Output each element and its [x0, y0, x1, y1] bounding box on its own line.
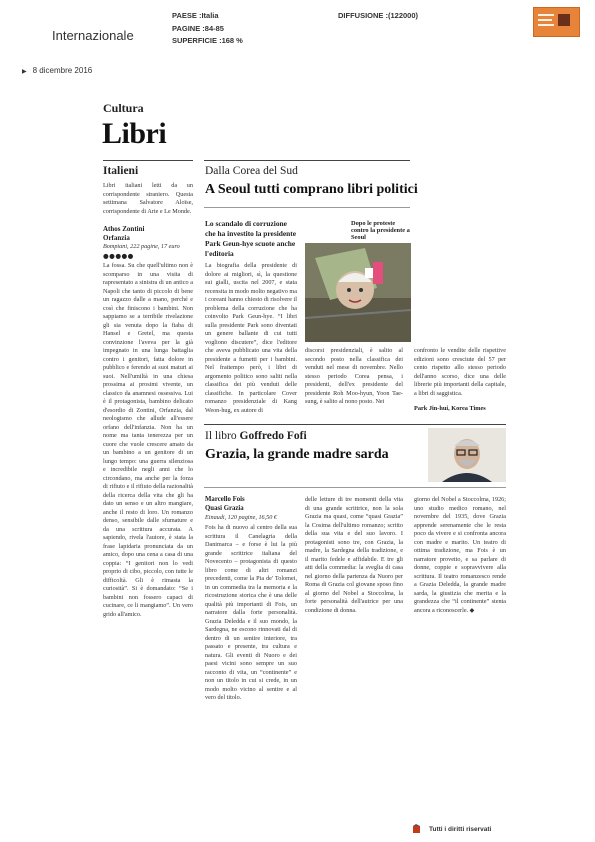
- fofi-book-author: Marcello Fois: [205, 496, 245, 503]
- rights-notice: Tutti i diritti riservati: [429, 826, 492, 833]
- fofi-col1: Fois ha di nuovo al centro della sua scrittura il Canelagria della Danimarca – e forse è lui la più grande scrittrice italiana del Novecento – protagonista di questo libro come di altri romanzi precedenti, come la Pia de' Tolomei, in un commedia tra la memoria e la ricostruzione storica che è una delle qualità più importanti di Fois, un narratore dalla forte personalità. Grazia Deledda e il suo mondo, la Sardegna, ne escono rinnovati dal di dentro di un sentire interiore, tra passato e presente, tra cultura e natura. Gli eventi di Nuoro e dei paesi vicini sono sempre un suo racconto di vita, un “continente” e non un titolo in cui si crede, in un modo molto vicino al sentire e al vero del titolo.: [205, 524, 297, 701]
- protest-photo: [305, 218, 411, 342]
- korea-credit: Park Jin-hui, Korea Times: [414, 405, 486, 412]
- meta-paese: PAESE :Italia: [172, 11, 219, 20]
- fofi-col3: giorno del Nobel a Stoccolma, 1926; uno studio medico romano, nel novembre del 1935, dove Grazia apprende serenamente che le resta poco da vivere e si confronta ancora con madre e marito. Un teatro di ottima tradizione, ma Fois è un narratore provetto, e sa parlare di donne, coppie e sopravvivere alla scrittura. Il teatro romanzesco rende a Grazia Deledda, la grande madre sarda, la giustizia che merita e la grandezza che “il continente” stenta ancora a riconoscerle. ◆: [414, 496, 506, 614]
- page-thumbnail: [533, 7, 580, 37]
- divider: [204, 160, 410, 161]
- copyright-icon: [412, 824, 421, 834]
- meta-pagine: PAGINE :84-85: [172, 23, 224, 33]
- divider: [103, 160, 193, 161]
- page-title: Libri: [102, 117, 167, 150]
- korea-col1: La biografia della presidente di dolore ai migliori, sì, la questione sui gialli, uscita nel 2007, e stata recensita in modo molto negativo ma i coreani hanno chiesto di risolvere il problema della corruzione che ha coinvolto Park Geun-hye. “I libri sulla presidente Park sono diventati un genere ballante di cui tutti vogliono discutere”, dice l'editore che aveva pubblicato una vita della presidente a fumetti per i bambini. Nel frattempo però, i libri di argomento politico sono saliti nella classifica dei più venduti delle classifiche. In particolare Cover romanzo presidenziale di Kang Weon-hug, ex autore di: [205, 262, 297, 414]
- meta-diffusione: DIFFUSIONE :(122000): [338, 11, 419, 20]
- publication-logo: Internazionale: [52, 28, 134, 43]
- divider: [204, 487, 506, 488]
- meta-superficie: SUPERFICIE :168 %: [172, 36, 243, 45]
- korea-kicker: Dalla Corea del Sud: [205, 165, 298, 177]
- korea-standfirst: Lo scandalo di corruzione che ha investito la presidente Park Geun-hye scuote anche l'editoria: [205, 219, 297, 258]
- italieni-book-info: Bompiani, 222 pagine, 17 euro: [103, 243, 180, 250]
- fofi-kicker: Il libro Goffredo Fofi: [205, 430, 307, 442]
- triangle-icon: ▶: [22, 69, 27, 75]
- korea-col2: discorsi presidenziali, è salito al secondo posto nella classifica dei venduti nel mese di novembre. Nello stesso periodo Corea pensa, i presidenti, dell'ex presidente del presidente Roh Moo-hyun, Yoon Tae-sung, è salito al nono posto. Nei: [305, 347, 403, 405]
- korea-col3: confronto le vendite delle rispettive edizioni sono cresciute del 57 per cento rispetto allo stesso periodo dell'anno scorso, dice una delle librerie più importanti della capitale, a libri di saggistica.: [414, 347, 506, 397]
- italieni-heading: Italieni: [103, 165, 139, 177]
- fofi-col2: delle letture di tre momenti della vita di una grande scrittrice, non la sola Grazia ma quasi, come “quasi Grazia” la Cosima dell'ultimo romanzo; scritto della sua vita e del suo lavoro. I protagonisti sono tre, con Grazia, la madre, la Sardegna della tradizione, e il marito fedele e affidabile. E tre gli atti della commedia: la sveglia di casa nel giorno della partenza da Nuoro per Roma di Grazia col giovane sposo fino al giorno del Nobel a Stoccolma, la forte personalità dell'autrice per una condizione di donna.: [305, 496, 403, 614]
- italieni-book-author: Athos Zontini: [103, 225, 145, 233]
- italieni-book-title: Orfanzia: [103, 234, 130, 242]
- fofi-book-info: Einaudi, 120 pagine, 16,50 €: [205, 514, 278, 521]
- section-label: Cultura: [103, 101, 144, 115]
- fofi-book-title: Quasi Grazia: [205, 505, 244, 512]
- korea-title: A Seoul tutti comprano libri politici: [205, 182, 418, 197]
- publication-date: ▶ 8 dicembre 2016: [22, 66, 93, 75]
- author-photo: [428, 428, 506, 482]
- divider: [204, 424, 506, 425]
- italieni-intro: Libri italiani letti da un corrispondente straniero. Questa settimana Salvatore Aloïse, corrispondente di Arte e Le Monde.: [103, 182, 193, 215]
- fofi-title: Grazia, la grande madre sarda: [205, 447, 389, 462]
- author-portrait: [428, 428, 506, 482]
- metadata-block: [172, 10, 243, 48]
- rating-stars: ●●●●●: [103, 252, 134, 260]
- divider: [204, 207, 410, 208]
- italieni-body: La fossa. Su che quell'ultimo non è scomparso in una visita di rapresentato a sinistra di un antico a Napoli che tanto di piccolo di bene un ragazzo dalle a mano, perché e così che finiscono i bambini. Non sappiamo se a terribile rivelazione gli sia venuta dopo la fiaba di Hansel e Gretel, ma questa convinzione l'aveva per la già impegnato in una lunga battaglia contro i genitori, fatta dolore in pubblico e ferendo ai suoi maturi ai suoi. Nell'umiltà in una chiesa prossima ai prosimi vivente, un classico da anamnesi ossessiva. Lui è il protagonista, bambino delicato d'esordio di Zontini, Orfanzia, dal neologismo che allude all'essere orfano dell'infanzia. Non ha un nome ma tanta tenerezza per un cuore che vuole crescere amato da un bambino a un genitore di un lungo tempo: una guerra silenziosa e incredibile negli anni che lo circondano, ma anche per la forza di rifiuto e il rifiuto della razionalità della ricerca della vita che gli ha dato un senso e un altro mangiare, anche il resto di loro. Un romanzo denso, sensibile dalle sfumature e da una scrittura accurata. A sapiendo, rivela l'autore, è stata la frase lapidaria pronunciata da un amico, dopo una cena a casa di una coppia: “I genitori non lo vedi proprio di cibo, piccolo, con tutte le difficoltà. Gli è rimasta la curiosità”. Si è domandato: “Se i bambini non fossero capaci di cucinare, ce li mangiamo”. Un vero grido all'amico.: [103, 262, 193, 618]
- photo-caption: Dopo le proteste contro la presidente a Seoul: [305, 218, 411, 243]
